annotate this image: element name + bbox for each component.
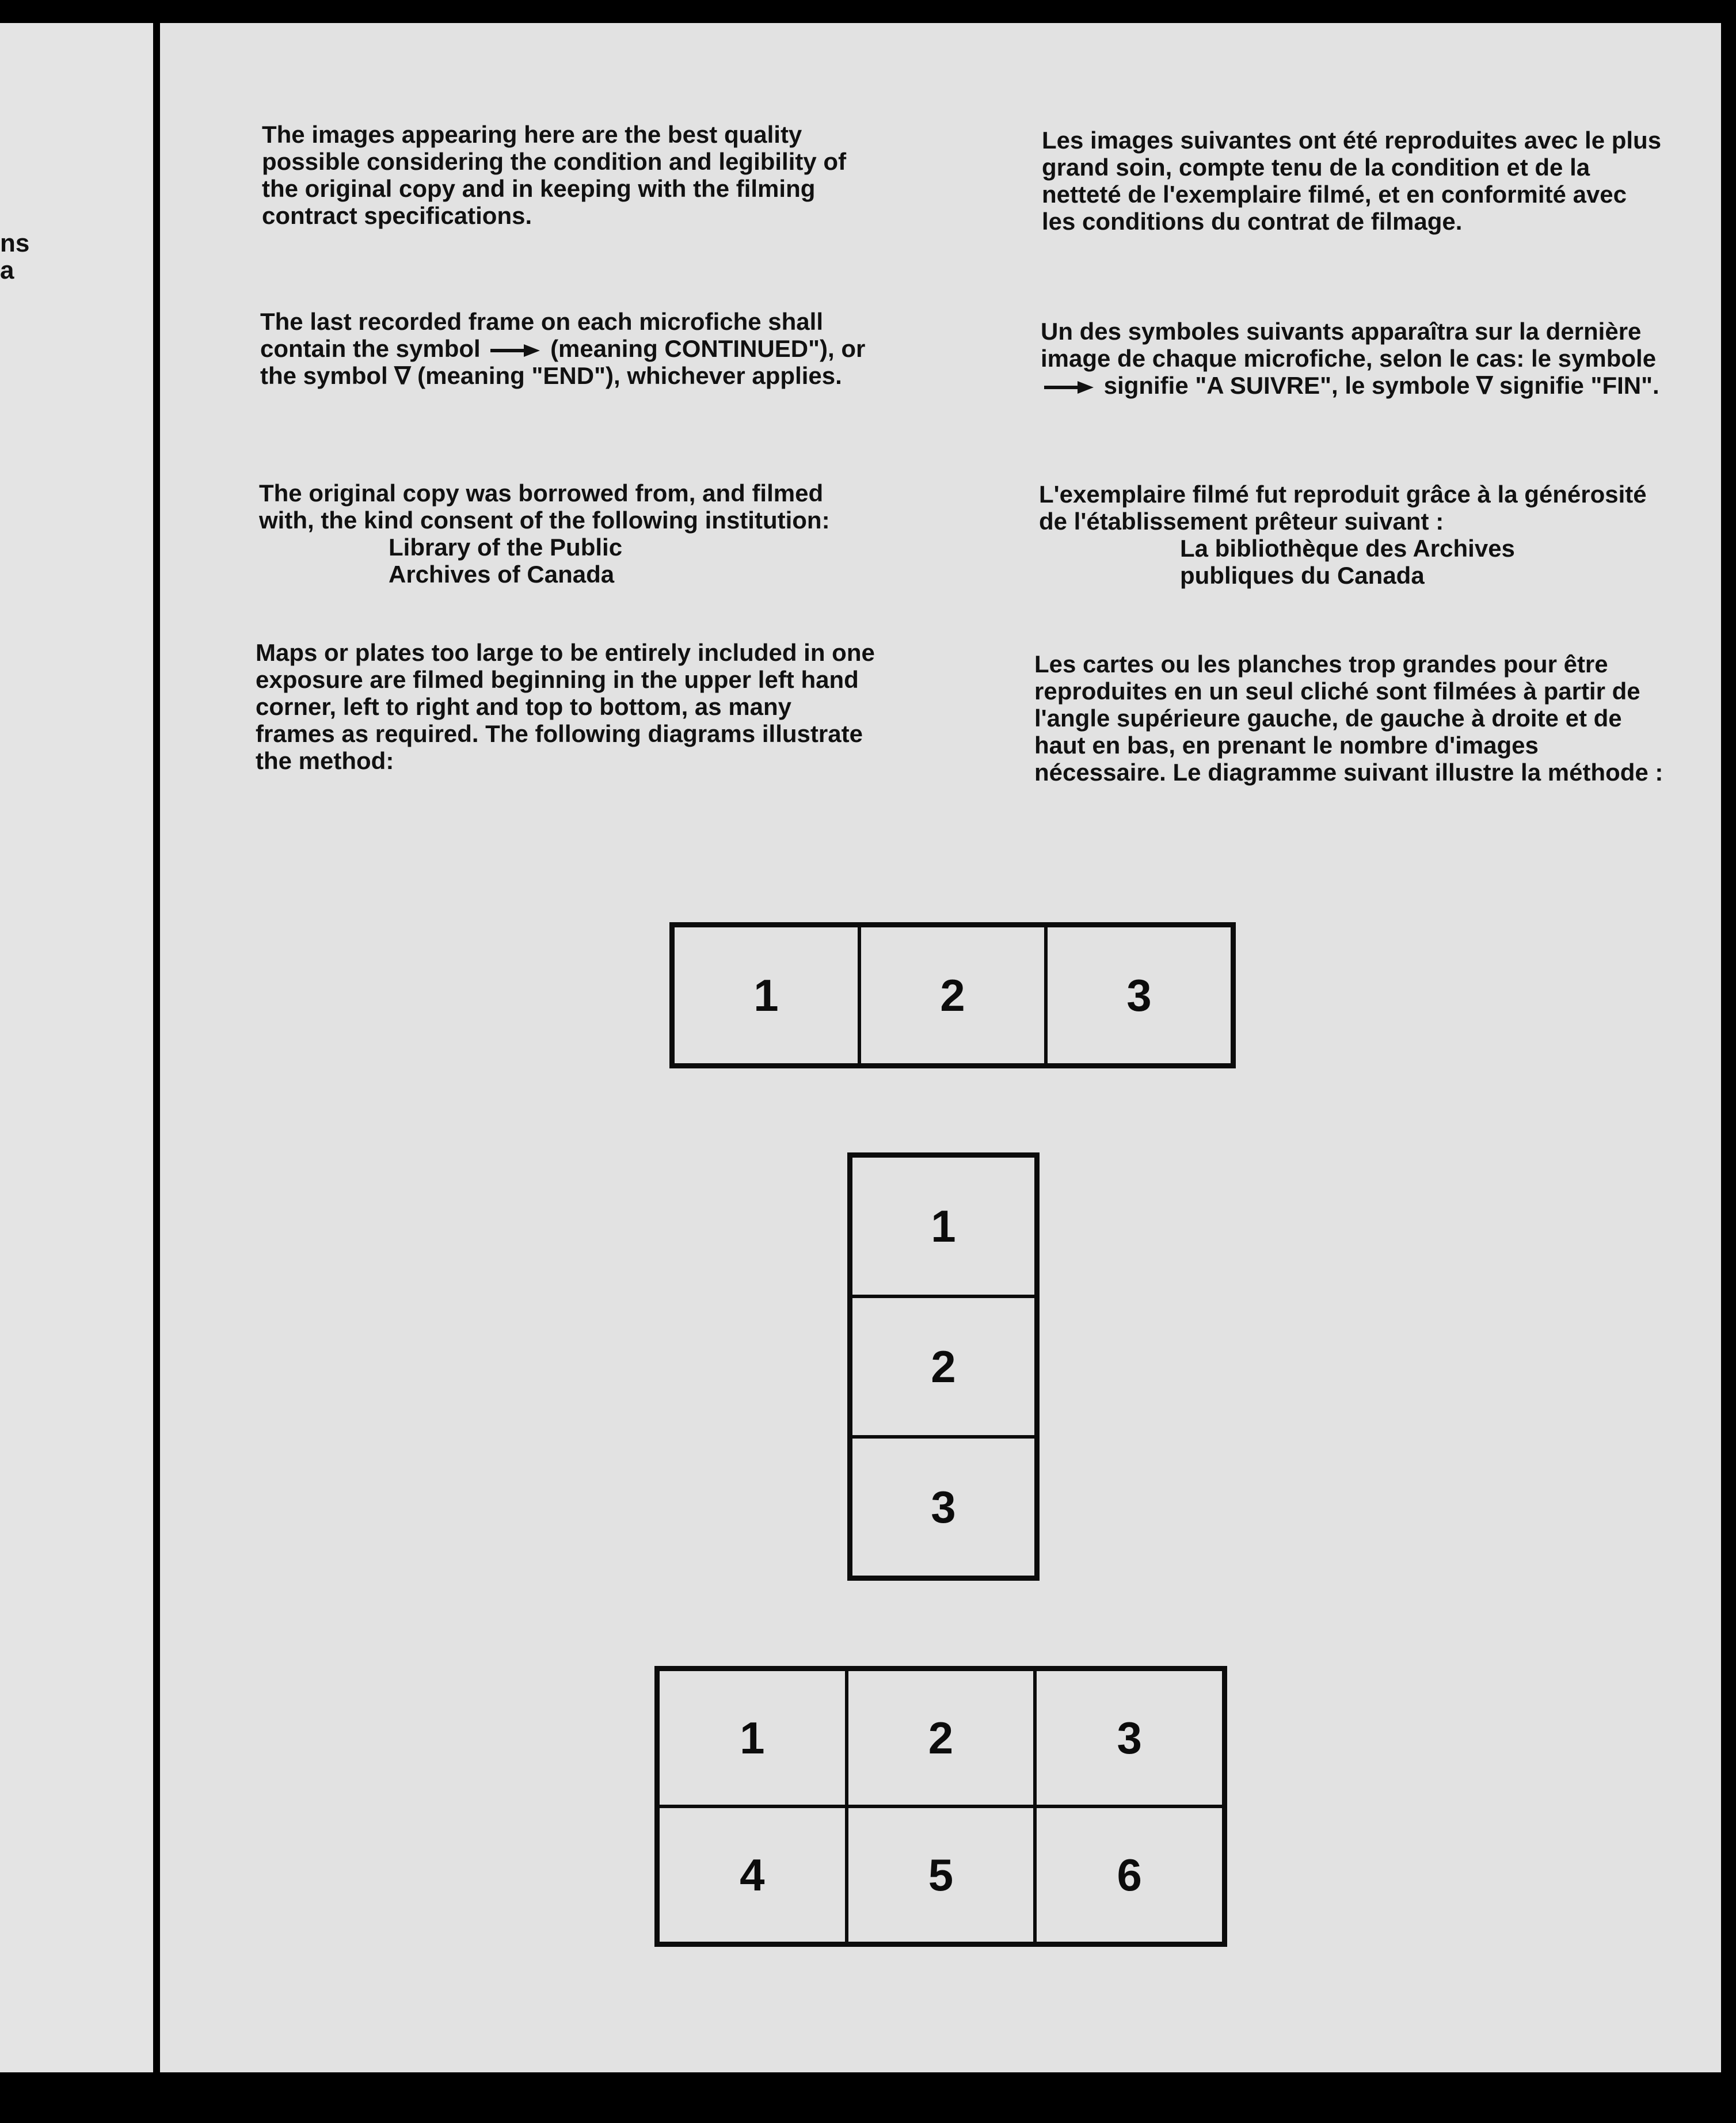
french-paragraph-institution: [1039, 481, 1661, 589]
microfiche-page: [0, 23, 1721, 2072]
french-paragraph-quality: [1042, 127, 1663, 235]
english-symbols-text-b: (meaning CONTINUED"), or the symbol ∇ (meaning "END"), whichever applies.: [260, 335, 866, 389]
arrow-right-icon: [1044, 381, 1094, 394]
diagram-cell: 2: [847, 1669, 1035, 1806]
english-quality-text: The images appearing here are the best quality possible considering the condition and legibility of the original copy and in keeping with the filming contract specifications.: [262, 121, 847, 229]
english-paragraph-maps: [256, 639, 877, 774]
english-paragraph-institution: [259, 480, 869, 588]
french-symbols-text-a: Un des symboles suivants apparaîtra sur la dernière image de chaque microfiche, selon le cas: le symbole: [1041, 318, 1657, 372]
french-symbols-text: [1041, 318, 1662, 399]
diagram-cell: 1: [658, 1669, 847, 1806]
diagram-vertical-column: [847, 1152, 1040, 1581]
english-symbols-text: [260, 308, 888, 389]
french-institution-name-1: La bibliothèque des Archives: [1180, 535, 1515, 562]
diagram-cell: 1: [851, 1156, 1036, 1296]
english-symbols-text-a: The last recorded frame on each microfiche shall contain the symbol: [260, 308, 823, 362]
diagram-cell: 4: [658, 1806, 847, 1943]
arrow-right-icon: [490, 344, 540, 357]
french-institution-name-2: publiques du Canada: [1180, 562, 1425, 589]
diagram-cell: 1: [673, 926, 859, 1065]
diagram-two-by-three-grid: [654, 1666, 1227, 1947]
previous-page-strip: [0, 23, 160, 2072]
diagram-horizontal-row: [669, 922, 1236, 1068]
english-institution-text: The original copy was borrowed from, and filmed with, the kind consent of the following institution:: [259, 480, 830, 534]
french-paragraph-symbols: [1041, 318, 1662, 399]
diagram-cell: 3: [1046, 926, 1232, 1065]
diagram-cell: 2: [851, 1296, 1036, 1437]
diagram-cell: 3: [851, 1437, 1036, 1577]
diagram-cell: 6: [1035, 1806, 1224, 1943]
diagram-cell: 5: [847, 1806, 1035, 1943]
french-paragraph-maps: [1034, 650, 1668, 786]
diagram-cell: 3: [1035, 1669, 1224, 1806]
diagram-cell: 2: [859, 926, 1046, 1065]
english-paragraph-quality: [262, 121, 872, 229]
english-maps-text: Maps or plates too large to be entirely included in one exposure are filmed beginning in the upper left hand corner, left to right and top to bottom, as many frames as required. The following diagrams illustrate the method:: [256, 639, 875, 774]
strip-text-fragment: a: [0, 256, 14, 284]
english-institution-name-2: Archives of Canada: [389, 561, 615, 588]
english-institution-name-1: Library of the Public: [389, 534, 623, 561]
french-institution-text: L'exemplaire filmé fut reproduit grâce à la générosité de l'établissement prêteur suivant :: [1039, 481, 1647, 535]
french-maps-text: Les cartes ou les planches trop grandes pour être reproduites en un seul cliché sont filmées à partir de l'angle supérieure gauche, de gauche à droite et de haut en bas, en prenant le nombre d'images nécessaire. Le diagramme suivant illustre la méthode :: [1034, 650, 1663, 786]
french-quality-text: Les images suivantes ont été reproduites avec le plus grand soin, compte tenu de la condition et de la netteté de l'exemplaire filmé, et en conformité avec les conditions du contrat de filmage.: [1042, 127, 1662, 235]
strip-text-fragment: ns: [0, 229, 30, 257]
french-symbols-text-b: signifie "A SUIVRE", le symbole ∇ signifie "FIN".: [1103, 372, 1659, 399]
english-paragraph-symbols: [260, 308, 888, 389]
